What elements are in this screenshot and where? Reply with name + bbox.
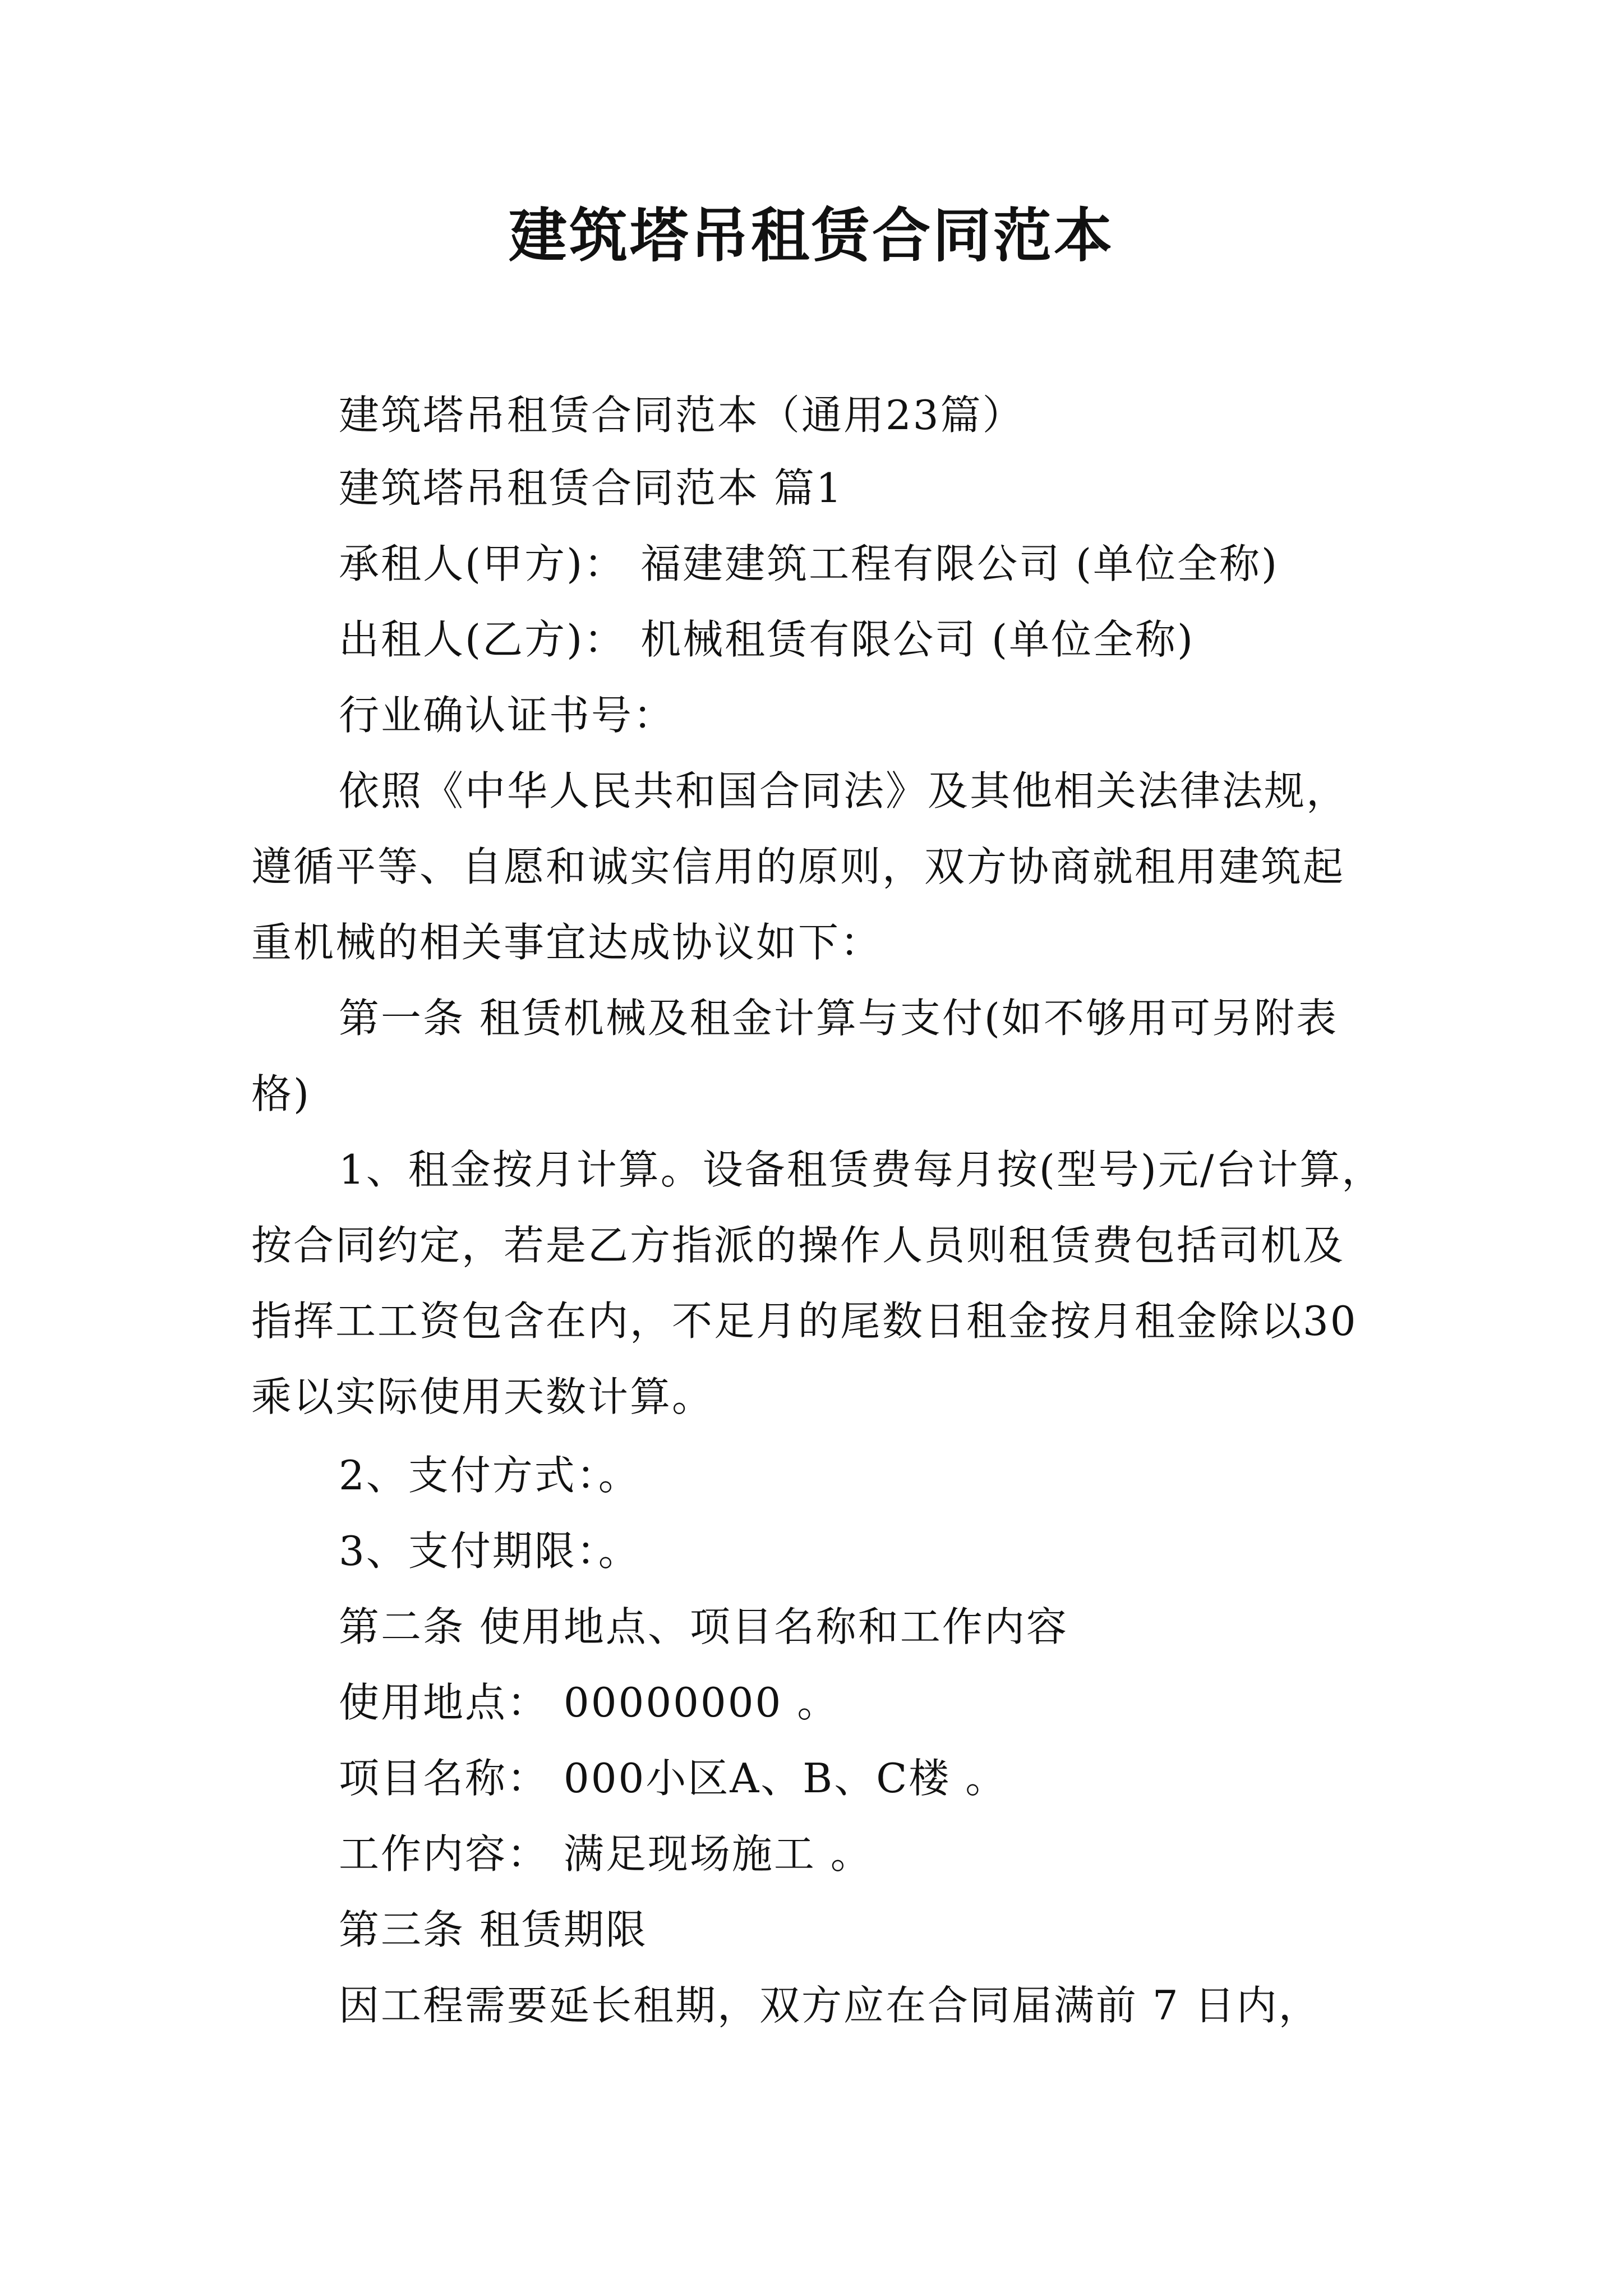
article-heading: 第二条 使用地点、项目名称和工作内容 [339, 1603, 1068, 1650]
lessee-line: 承租人(甲方)： 福建建筑工程有限公司 (单位全称) [339, 540, 1279, 587]
paragraph-line: 因工程需要延长租期，双方应在合同届满前 7 日内， [339, 1982, 1321, 2029]
clause-line: 1、租金按月计算。设备租赁费每月按(型号)元/台计算， [339, 1146, 1384, 1193]
paragraph-line: 遵循平等、自愿和诚实信用的原则，双方协商就租用建筑起 [251, 843, 1345, 890]
field-line: 项目名称： 000小区A、B、C楼 。 [339, 1755, 1008, 1802]
section-heading: 建筑塔吊租赁合同范本 篇1 [339, 464, 843, 512]
clause-line: 乘以实际使用天数计算。 [251, 1373, 714, 1420]
clause-line: 3、支付期限：。 [339, 1527, 640, 1575]
article-heading: 第一条 租赁机械及租金计算与支付(如不够用可另附表 [339, 995, 1338, 1042]
clause-line: 按合同约定，若是乙方指派的操作人员则租赁费包括司机及 [251, 1222, 1345, 1269]
paragraph-line: 格) [251, 1070, 311, 1117]
paragraph-line: 重机械的相关事宜达成协议如下： [251, 919, 883, 966]
article-heading: 第三条 租赁期限 [339, 1906, 648, 1953]
clause-line: 2、支付方式：。 [339, 1452, 640, 1499]
field-line: 使用地点： 00000000 。 [339, 1679, 840, 1726]
field-line: 工作内容： 满足现场施工 。 [339, 1830, 873, 1878]
subtitle-line: 建筑塔吊租赁合同范本（通用23篇） [339, 392, 1025, 439]
document-title: 建筑塔吊租赁合同范本 [508, 201, 1114, 270]
lessor-line: 出租人(乙方)： 机械租赁有限公司 (单位全称) [339, 616, 1195, 663]
certificate-line: 行业确认证书号： [339, 692, 676, 739]
paragraph-line: 依照《中华人民共和国合同法》及其他相关法律法规， [339, 767, 1349, 815]
clause-line: 指挥工工资包含在内，不足月的尾数日租金按月租金除以30 [251, 1297, 1358, 1345]
